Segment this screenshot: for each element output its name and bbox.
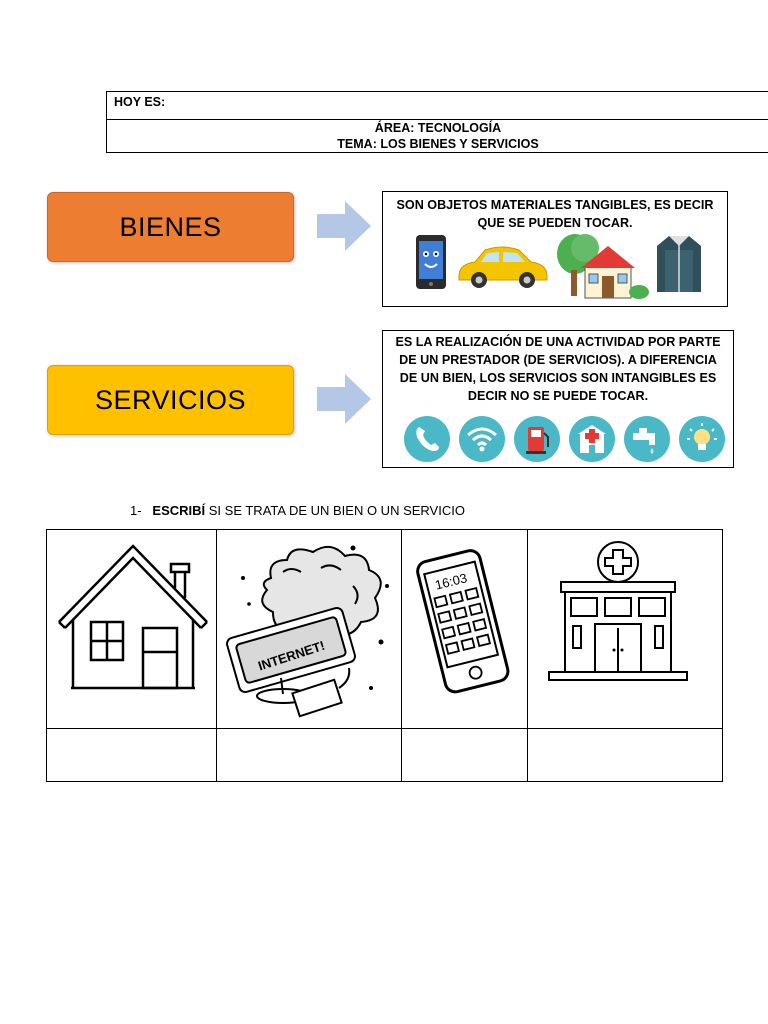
subject-area: ÁREA: TECNOLOGÍA — [374, 121, 502, 135]
date-row — [107, 92, 768, 120]
exercise-table — [46, 529, 723, 782]
jacket-icon — [655, 232, 703, 296]
servicios-label — [47, 365, 294, 435]
hospital-icon — [568, 415, 616, 463]
date-label: HOY ES: — [114, 95, 166, 109]
internet-drawing — [221, 538, 397, 722]
answer-cell-1[interactable] — [47, 729, 216, 781]
arrow-right-icon — [317, 201, 371, 251]
fuel-pump-icon — [513, 415, 561, 463]
lightbulb-icon — [678, 415, 726, 463]
bienes-definition-box — [382, 191, 728, 307]
servicios-label-text: SERVICIOS — [94, 384, 247, 415]
telephone-icon — [403, 415, 451, 463]
phone-time: 16:03 — [433, 570, 469, 593]
house-drawing — [55, 542, 211, 692]
internet-word: INTERNET! — [256, 637, 327, 674]
bienes-label-text: BIENES — [119, 211, 222, 242]
answer-cell-3[interactable] — [402, 729, 527, 781]
exercise-instruction — [130, 503, 465, 518]
wifi-icon — [458, 415, 506, 463]
servicios-definition: ES LA REALIZACIÓN DE UNA ACTIVIDAD POR PARTE DE UN PRESTADOR (DE SERVICIOS). A DIFERENCIA DE UN BIEN, LOS SERVICIOS SON INTANGIBLES ES DECIR NO SE PUEDE TOCAR. — [395, 335, 721, 403]
header-table — [106, 91, 768, 153]
answer-cell-4[interactable] — [528, 729, 722, 781]
car-icon — [455, 244, 551, 290]
house-tree-icon — [555, 232, 651, 300]
bienes-definition: SON OBJETOS MATERIALES TANGIBLES, ES DECIR QUE SE PUEDEN TOCAR. — [396, 198, 714, 230]
phone-icon — [415, 234, 447, 290]
servicios-definition-box — [382, 330, 734, 468]
water-tap-icon — [623, 415, 671, 463]
smartphone-drawing — [409, 548, 519, 696]
answer-cell-2[interactable] — [217, 729, 401, 781]
hospital-drawing — [543, 538, 693, 688]
exercise-text: SI SE TRATA DE UN BIEN O UN SERVICIO — [205, 503, 465, 518]
exercise-verb: ESCRIBÍ — [152, 503, 206, 518]
lesson-topic: TEMA: LOS BIENES Y SERVICIOS — [337, 137, 539, 151]
bienes-label — [47, 192, 294, 262]
arrow-right-icon — [317, 374, 371, 424]
exercise-number: 1- — [130, 503, 142, 518]
